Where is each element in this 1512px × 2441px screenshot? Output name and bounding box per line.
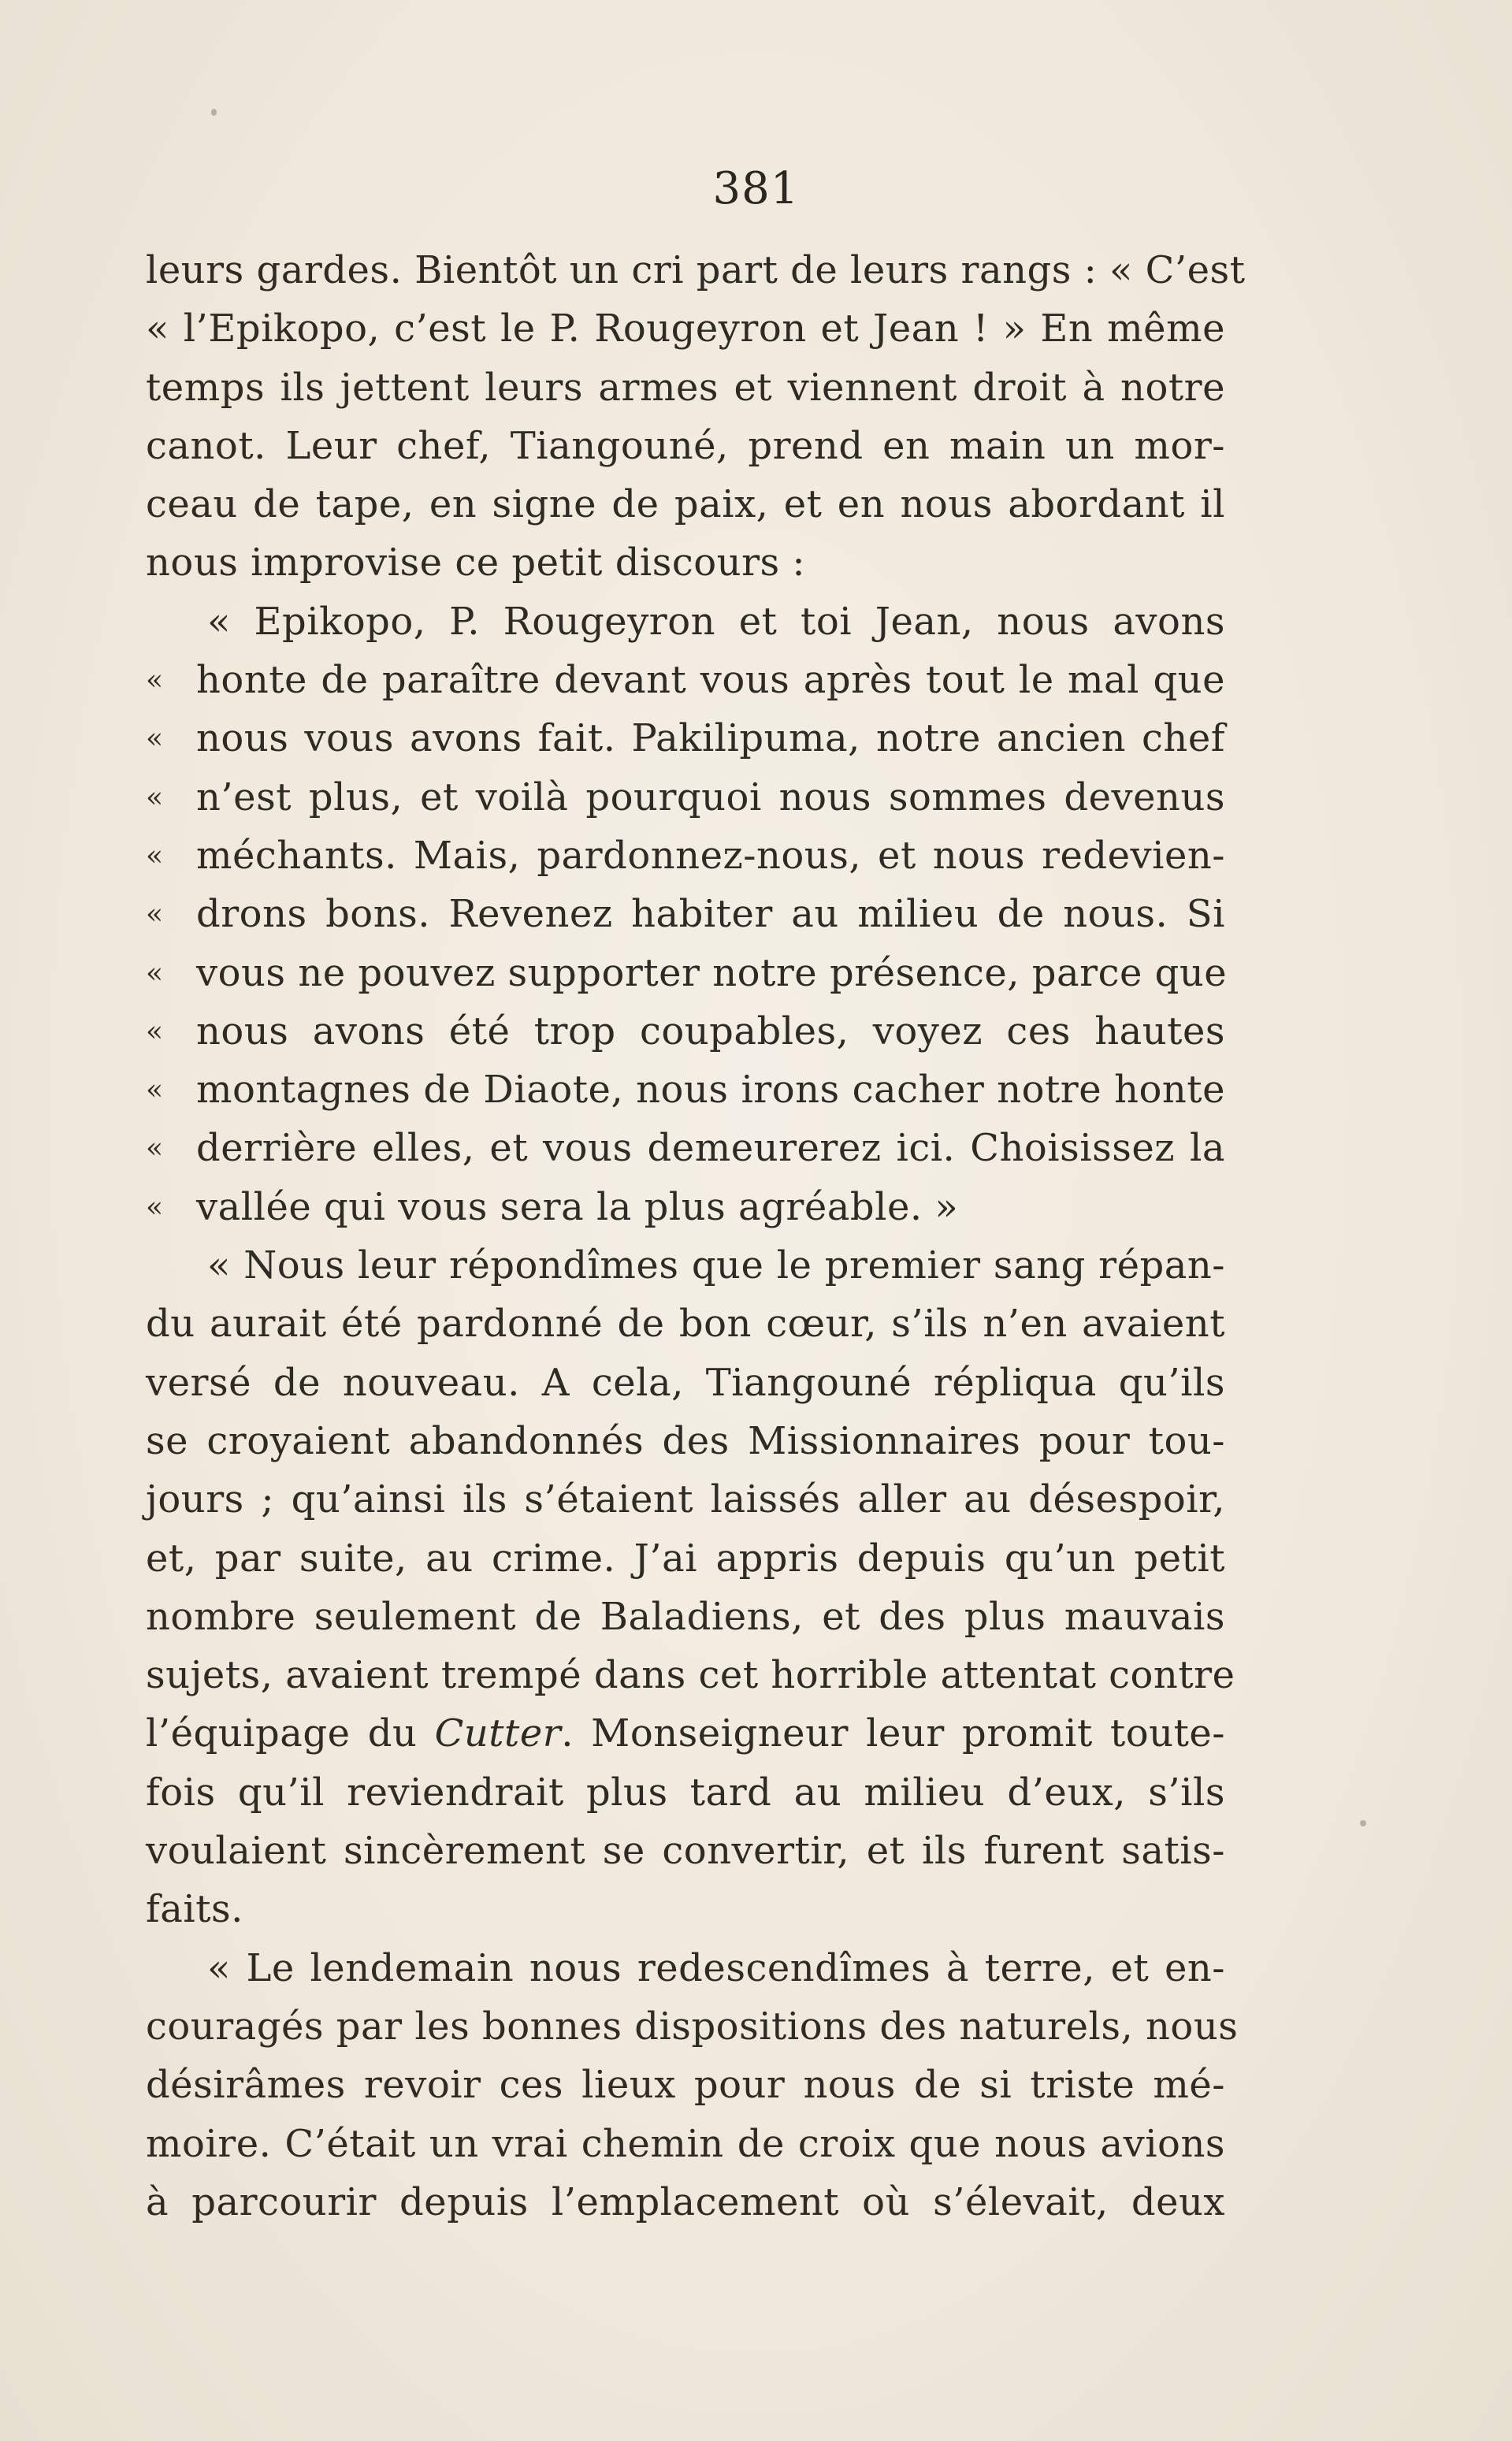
- quoted-line: [146, 885, 1225, 943]
- text-line: couragés par les bonnes dispositions des naturels, nous: [146, 2004, 1239, 2049]
- quoted-text: vallée qui vous sera la plus agréable. »: [196, 1184, 959, 1229]
- text-line: « Le lendemain nous redescendîmes à terre, et en-: [207, 1945, 1225, 1990]
- text-line: se croyaient abandonnés des Missionnaires pour tou-: [146, 1418, 1225, 1463]
- text-line: à parcourir depuis l’emplacement où s’élevait, deux: [146, 2179, 1225, 2224]
- quoted-text: nous vous avons fait. Pakilipuma, notre ancien chef: [196, 716, 1225, 761]
- paper-speck: [211, 109, 217, 116]
- ship-name: Cutter: [434, 1711, 562, 1756]
- text-line: moire. C’était un vrai chemin de croix que nous avions: [146, 2121, 1225, 2166]
- quote-mark: «: [146, 781, 164, 814]
- text-segment: . Monseigneur leur promit toute-: [561, 1711, 1226, 1756]
- text-line: sujets, avaient trempé dans cet horrible attentat contre: [146, 1653, 1235, 1698]
- paper-speck: [1360, 1820, 1366, 1826]
- text-line: du aurait été pardonné de bon cœur, s’ils n’en avaient: [146, 1302, 1225, 1347]
- quoted-line: [146, 1178, 1225, 1236]
- text-line: voulaient sincèrement se convertir, et ils furent satis-: [146, 1829, 1225, 1874]
- quote-mark: «: [146, 1191, 164, 1224]
- text-line: temps ils jettent leurs armes et viennent droit à notre: [146, 365, 1225, 410]
- quote-mark: «: [146, 723, 164, 756]
- text-line: faits.: [146, 1887, 243, 1932]
- text-line: nous improvise ce petit discours :: [146, 541, 806, 585]
- quoted-line: [146, 1061, 1225, 1119]
- text-line: jours ; qu’ainsi ils s’étaient laissés aller au désespoir,: [146, 1477, 1225, 1522]
- quote-mark: «: [146, 898, 164, 931]
- quoted-text: derrière elles, et vous demeurerez ici. Choisissez la: [196, 1126, 1225, 1171]
- text-line: « Epikopo, P. Rougeyron et toi Jean, nous avons: [207, 599, 1225, 644]
- text-line: désirâmes revoir ces lieux pour nous de si triste mé-: [146, 2063, 1225, 2108]
- quote-mark: «: [146, 664, 164, 697]
- page-number: 381: [712, 163, 800, 214]
- quoted-line: [146, 944, 1228, 1002]
- quoted-text: vous ne pouvez supporter notre présence, parce que: [196, 950, 1228, 995]
- quoted-line: [146, 1002, 1225, 1061]
- quoted-text: n’est plus, et voilà pourquoi nous sommes devenus: [196, 775, 1225, 819]
- quoted-text: nous avons été trop coupables, voyez ces hautes: [196, 1009, 1225, 1053]
- quote-mark: «: [146, 839, 164, 872]
- text-line: [146, 1704, 1225, 1763]
- quoted-line: [146, 1119, 1225, 1177]
- text-line: ceau de tape, en signe de paix, et en nous abordant il: [146, 482, 1225, 527]
- quoted-line: [146, 827, 1225, 885]
- quoted-line: [146, 709, 1225, 767]
- text-line: canot. Leur chef, Tiangouné, prend en main un mor-: [146, 423, 1225, 468]
- quoted-text: montagnes de Diaote, nous irons cacher notre honte: [196, 1068, 1225, 1113]
- body-text: [146, 241, 1246, 2231]
- text-line: leurs gardes. Bientôt un cri part de leurs rangs : « C’est: [146, 248, 1246, 292]
- quote-mark: «: [146, 957, 164, 990]
- text-line: nombre seulement de Baladiens, et des plus mauvais: [146, 1594, 1225, 1639]
- text-line: « l’Epikopo, c’est le P. Rougeyron et Jean ! » En même: [146, 307, 1225, 351]
- quote-mark: «: [146, 1074, 164, 1107]
- quoted-text: drons bons. Revenez habiter au milieu de nous. Si: [196, 892, 1225, 937]
- text-line: fois qu’il reviendrait plus tard au milieu d’eux, s’ils: [146, 1770, 1225, 1815]
- text-segment: l’équipage du: [146, 1711, 435, 1756]
- text-line: versé de nouveau. A cela, Tiangouné répliqua qu’ils: [146, 1360, 1225, 1405]
- quoted-text: méchants. Mais, pardonnez-nous, et nous redevien-: [196, 833, 1225, 878]
- text-line: « Nous leur répondîmes que le premier sang répan-: [207, 1243, 1225, 1288]
- quoted-line: [146, 768, 1225, 827]
- quote-mark: «: [146, 1132, 164, 1165]
- quoted-line: [146, 651, 1225, 709]
- quote-mark: «: [146, 1015, 164, 1048]
- quoted-text: honte de paraître devant vous après tout le mal que: [196, 658, 1225, 703]
- text-line: et, par suite, au crime. J’ai appris depuis qu’un petit: [146, 1536, 1225, 1581]
